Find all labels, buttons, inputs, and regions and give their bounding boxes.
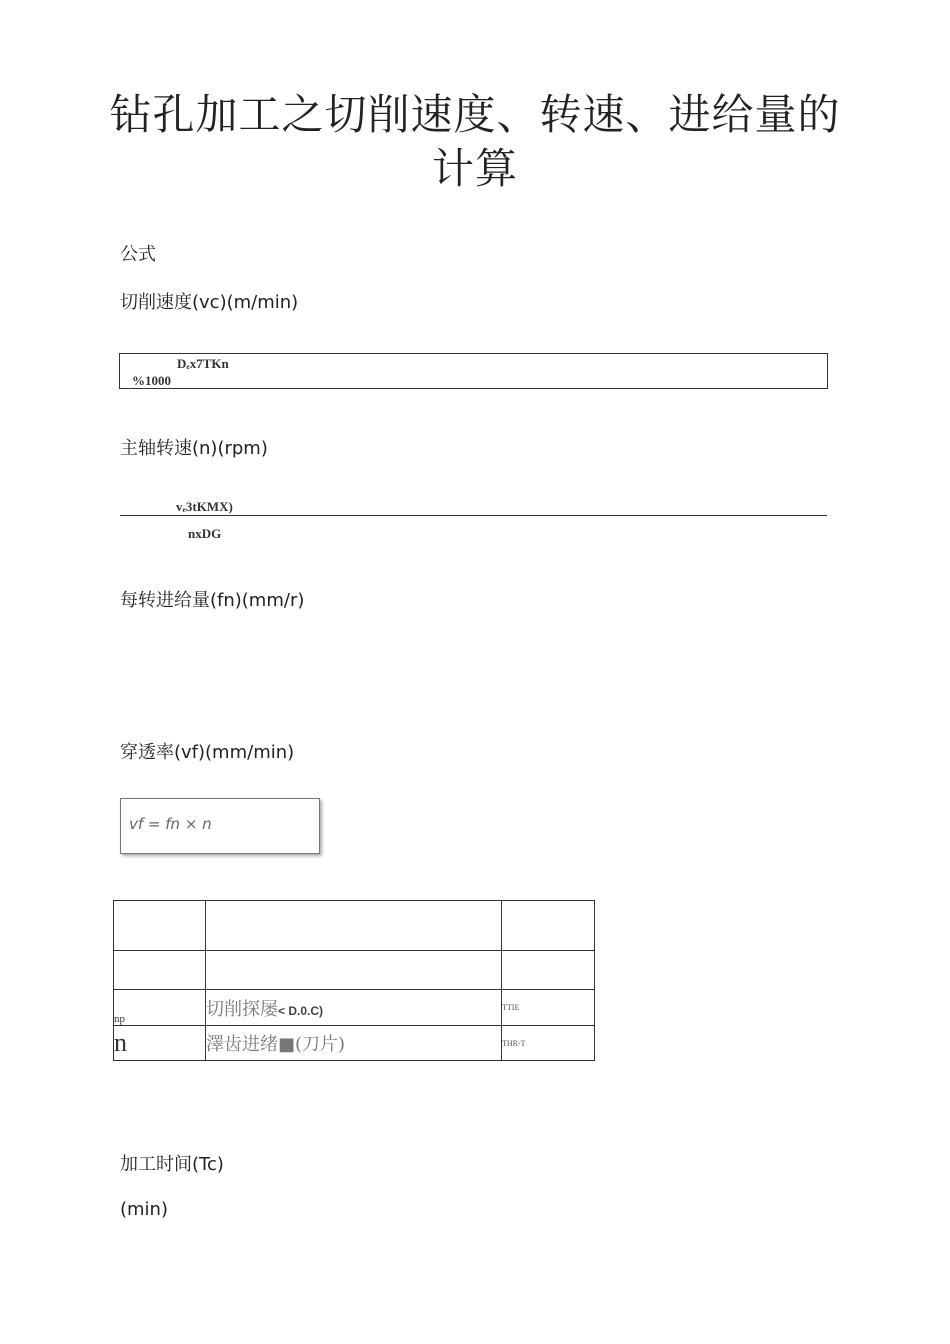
symbol-cell: np <box>114 990 206 1026</box>
table-row <box>114 951 595 990</box>
description-text: 切削探屡 <box>206 998 278 1020</box>
unit-cell <box>502 901 595 951</box>
description-cell <box>206 990 502 1026</box>
table-row <box>114 1026 595 1061</box>
machining-time-heading: 加工时间(Tc) <box>120 1154 224 1175</box>
description-cell <box>206 901 502 951</box>
cutting-speed-formula-bottom: %1000 <box>132 373 171 388</box>
unit-cell <box>502 951 595 990</box>
penetration-rate-heading: 穿透率(vf)(mm/min) <box>120 742 295 763</box>
symbol-cell <box>114 951 206 990</box>
unit-cell: THR-T <box>502 1026 595 1061</box>
spindle-speed-formula-top: vₑ3tKMX) <box>176 499 233 514</box>
symbol-legend-table <box>113 900 595 1061</box>
formula-section-heading: 公式 <box>120 244 156 265</box>
description-abbrev: < D.0.C) <box>278 1003 324 1018</box>
spindle-speed-heading: 主轴转速(n)(rpm) <box>120 438 268 459</box>
fraction-bar <box>120 515 827 516</box>
cutting-speed-formula-box <box>119 353 828 389</box>
cutting-speed-heading: 切削速度(vc)(m/min) <box>120 292 299 313</box>
cutting-speed-formula-top: Dₑx7TKn <box>177 356 229 371</box>
machining-time-unit: (min) <box>120 1199 168 1220</box>
title-line-1: 钻孔加工之切削速度、转速、进给量的 <box>109 90 841 139</box>
spindle-speed-formula-bottom: nxDG <box>188 526 222 541</box>
unit-cell: TTIE <box>502 990 595 1026</box>
document-title <box>0 88 950 196</box>
penetration-rate-formula: vf = fn × n <box>129 815 212 833</box>
penetration-rate-formula-image <box>120 798 320 854</box>
feed-per-rev-heading: 每转进给量(fn)(mm/r) <box>120 590 305 611</box>
table-row <box>114 990 595 1026</box>
symbol-cell <box>114 901 206 951</box>
description-cell <box>206 951 502 990</box>
description-cell: 澤齿进绪■(刀片) <box>206 1026 502 1061</box>
title-line-2: 计算 <box>431 144 518 193</box>
table-row <box>114 901 595 951</box>
symbol-cell: n <box>114 1026 206 1061</box>
